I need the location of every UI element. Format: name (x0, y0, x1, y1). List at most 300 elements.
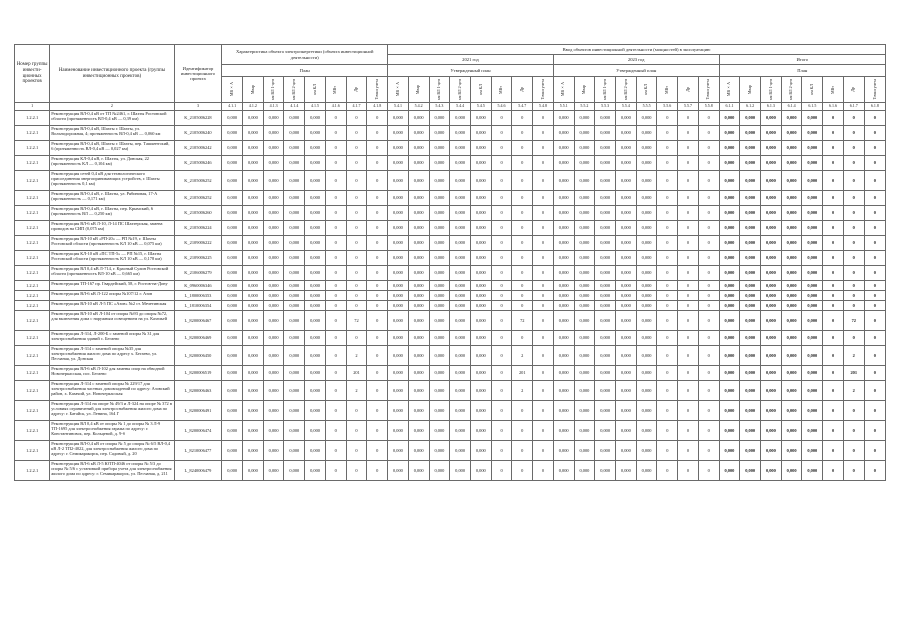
group-number-cell: 1.2.2.1 (15, 111, 50, 126)
value-cell: 0 (512, 461, 533, 481)
project-id-cell: K_2105006242 (174, 141, 222, 156)
value-cell: 0 (843, 281, 864, 291)
value-cell: 0,000 (388, 381, 409, 401)
value-cell: 0 (678, 111, 699, 126)
value-cell: 0,000 (719, 266, 740, 281)
column-number-row (15, 103, 886, 111)
value-cell: 0,000 (802, 141, 823, 156)
value-cell: 0,000 (636, 441, 657, 461)
value-cell: 0,000 (574, 141, 595, 156)
value-cell: 0 (325, 291, 346, 301)
value-cell: 0,000 (408, 311, 429, 331)
value-cell: 0,000 (636, 366, 657, 381)
value-cell: 0,000 (636, 266, 657, 281)
unit-header (574, 77, 595, 103)
value-cell: 0,000 (595, 251, 616, 266)
value-cell: 0,000 (450, 251, 471, 266)
column-number: 5.4.6 (491, 103, 512, 111)
value-cell: 0 (843, 266, 864, 281)
value-cell: 0,000 (222, 331, 243, 346)
value-cell: 0 (698, 156, 719, 171)
value-cell: 0,000 (284, 126, 305, 141)
unit-header (781, 77, 802, 103)
value-cell: 0,000 (595, 171, 616, 191)
column-number: 4.1.7 (346, 103, 367, 111)
value-cell: 0,000 (740, 421, 761, 441)
value-cell: 0,000 (222, 156, 243, 171)
value-cell: 0 (325, 171, 346, 191)
table-row (15, 401, 886, 421)
value-cell: 0,000 (243, 421, 264, 441)
group-number-cell: 1.2.2.1 (15, 236, 50, 251)
value-cell: 0,000 (305, 421, 326, 441)
value-cell: 0,000 (243, 236, 264, 251)
column-number: 5.5.8 (698, 103, 719, 111)
value-cell: 0 (491, 301, 512, 311)
value-cell: 0,000 (616, 401, 637, 421)
value-cell: 0,000 (388, 331, 409, 346)
value-cell: 0 (491, 401, 512, 421)
value-cell: 0 (491, 311, 512, 331)
value-cell: 0,000 (408, 141, 429, 156)
value-cell: 0,000 (305, 141, 326, 156)
value-cell: 0,000 (719, 126, 740, 141)
unit-header (325, 77, 346, 103)
value-cell: 0 (864, 236, 885, 251)
value-cell: 0 (512, 421, 533, 441)
value-cell: 0,000 (284, 301, 305, 311)
value-cell: 0 (533, 126, 554, 141)
value-cell: 0,000 (470, 126, 491, 141)
value-cell: 0 (325, 311, 346, 331)
value-cell: 0 (512, 281, 533, 291)
unit-label: Мвар (581, 84, 587, 95)
project-id-cell: K_2105006240 (174, 126, 222, 141)
unit-header (678, 77, 699, 103)
value-cell: 0,000 (305, 266, 326, 281)
value-cell: 0,000 (802, 461, 823, 481)
value-cell: 0,000 (305, 346, 326, 366)
header-year-2023: 2023 год (553, 55, 719, 65)
value-cell: 0 (367, 141, 388, 156)
column-number: 6.1.2 (740, 103, 761, 111)
value-cell: 0,000 (222, 281, 243, 291)
value-cell: 0,000 (243, 156, 264, 171)
value-cell: 0 (325, 461, 346, 481)
value-cell: 0 (678, 126, 699, 141)
value-cell: 0,000 (781, 366, 802, 381)
value-cell: 0,000 (781, 281, 802, 291)
value-cell: 2 (346, 381, 367, 401)
project-name-cell: Реконструкция Л-314, Л-200-Б с заменой опоры № 31 для электроснабжения зданий с. Бегаево (50, 331, 174, 346)
value-cell: 0 (367, 401, 388, 421)
group-number-cell: 1.2.2.1 (15, 366, 50, 381)
value-cell: 0,000 (305, 331, 326, 346)
value-cell: 0 (698, 301, 719, 311)
value-cell: 0,000 (222, 171, 243, 191)
value-cell: 0,000 (802, 366, 823, 381)
value-cell: 0,000 (408, 461, 429, 481)
value-cell: 0,000 (553, 266, 574, 281)
value-cell: 0,000 (408, 291, 429, 301)
header-approved-plan-2021: Утвержденный план (388, 65, 554, 77)
value-cell: 0 (823, 461, 844, 481)
value-cell: 0 (367, 191, 388, 206)
value-cell: 0,000 (305, 441, 326, 461)
value-cell: 0,000 (761, 141, 782, 156)
unit-label: км КЛ (809, 84, 815, 95)
value-cell: 0,000 (305, 191, 326, 206)
value-cell: 0,000 (284, 156, 305, 171)
value-cell: 0 (325, 236, 346, 251)
value-cell: 0,000 (284, 366, 305, 381)
value-cell: 0,000 (781, 461, 802, 481)
value-cell: 0 (698, 191, 719, 206)
value-cell: 0,000 (719, 171, 740, 191)
value-cell: 0,000 (243, 461, 264, 481)
value-cell: 0,000 (388, 346, 409, 366)
value-cell: 0,000 (450, 221, 471, 236)
value-cell: 0,000 (243, 441, 264, 461)
value-cell: 0 (843, 221, 864, 236)
value-cell: 0 (657, 191, 678, 206)
value-cell: 0,000 (740, 251, 761, 266)
table-row (15, 236, 886, 251)
group-number-cell: 1.2.2.1 (15, 381, 50, 401)
column-number: 5.4.5 (470, 103, 491, 111)
value-cell: 0,000 (802, 111, 823, 126)
project-id-cell: L_8210006477 (174, 441, 222, 461)
value-cell: 0,000 (388, 311, 409, 331)
value-cell: 0 (864, 206, 885, 221)
value-cell: 0,000 (388, 266, 409, 281)
unit-header (346, 77, 367, 103)
value-cell: 0 (367, 331, 388, 346)
value-cell: 0,000 (595, 301, 616, 311)
value-cell: 0,000 (470, 141, 491, 156)
value-cell: 0,000 (284, 206, 305, 221)
table-row (15, 291, 886, 301)
value-cell: 0,000 (429, 401, 450, 421)
project-name-cell: Реконструкция ВЛ-10 кВ «РП-20» — РП №19, г. Шахты Ростовской области (протяженность КЛ 10 кВ — 0,075 км) (50, 236, 174, 251)
value-cell: 0,000 (222, 221, 243, 236)
value-cell: 0 (864, 301, 885, 311)
value-cell: 0,000 (450, 141, 471, 156)
value-cell: 0,000 (408, 366, 429, 381)
value-cell: 0,000 (408, 191, 429, 206)
value-cell: 0 (864, 311, 885, 331)
value-cell: 0,000 (574, 281, 595, 291)
value-cell: 0,000 (263, 421, 284, 441)
value-cell: 201 (346, 366, 367, 381)
unit-label: км ВЛ 2-цеп (291, 78, 297, 101)
project-id-cell: K_2105006260 (174, 206, 222, 221)
project-id-cell: K_2105006224 (174, 221, 222, 236)
value-cell: 0 (823, 366, 844, 381)
value-cell: 0,000 (408, 331, 429, 346)
value-cell: 0,000 (595, 441, 616, 461)
value-cell: 0,000 (616, 111, 637, 126)
value-cell: 0 (533, 266, 554, 281)
table-row (15, 126, 886, 141)
value-cell: 0 (533, 221, 554, 236)
value-cell: 0,000 (761, 156, 782, 171)
value-cell: 0,000 (470, 381, 491, 401)
value-cell: 0,000 (802, 156, 823, 171)
value-cell: 0 (367, 266, 388, 281)
unit-header (761, 77, 782, 103)
value-cell: 0,000 (553, 236, 574, 251)
value-cell: 0,000 (719, 311, 740, 331)
column-number: 5.5.6 (657, 103, 678, 111)
value-cell: 0,000 (616, 251, 637, 266)
value-cell: 0 (491, 171, 512, 191)
value-cell: 0 (346, 236, 367, 251)
value-cell: 0,000 (388, 291, 409, 301)
value-cell: 0,000 (553, 221, 574, 236)
value-cell: 0,000 (761, 111, 782, 126)
value-cell: 0 (533, 461, 554, 481)
value-cell: 0,000 (263, 266, 284, 281)
value-cell: 0,000 (553, 111, 574, 126)
group-number-cell: 1.2.2.1 (15, 266, 50, 281)
value-cell: 0,000 (429, 236, 450, 251)
unit-header (740, 77, 761, 103)
value-cell: 0 (657, 141, 678, 156)
value-cell: 0 (843, 421, 864, 441)
column-number: 5.4.8 (533, 103, 554, 111)
unit-label: МВ×А (726, 82, 732, 97)
value-cell: 0 (843, 236, 864, 251)
value-cell: 0 (823, 141, 844, 156)
value-cell: 0,000 (719, 221, 740, 236)
value-cell: 0 (843, 171, 864, 191)
value-cell: 0,000 (781, 171, 802, 191)
unit-header (657, 77, 678, 103)
unit-label: МВ×А (228, 82, 234, 97)
value-cell: 0,000 (243, 381, 264, 401)
value-cell: 0,000 (450, 281, 471, 291)
value-cell: 0,000 (388, 191, 409, 206)
header-year-2021: 2021 год (388, 55, 554, 65)
value-cell: 0,000 (761, 221, 782, 236)
value-cell: 0,000 (284, 401, 305, 421)
unit-label: МВт (498, 85, 504, 94)
value-cell: 0 (346, 171, 367, 191)
value-cell: 0,000 (243, 221, 264, 236)
value-cell: 0,000 (616, 421, 637, 441)
value-cell: 0,000 (574, 381, 595, 401)
value-cell: 0,000 (574, 366, 595, 381)
value-cell: 0,000 (636, 141, 657, 156)
header-project-id: Идентификатор инвестиционного проекта (174, 45, 222, 103)
unit-label: Мвар (746, 84, 752, 95)
unit-header (864, 77, 885, 103)
value-cell: 0,000 (243, 191, 264, 206)
project-id-cell: L_8200006519 (174, 366, 222, 381)
value-cell: 0 (657, 301, 678, 311)
value-cell: 0 (512, 191, 533, 206)
value-cell: 0,000 (574, 266, 595, 281)
value-cell: 0 (678, 191, 699, 206)
value-cell: 0 (864, 221, 885, 236)
column-number: 6.1.5 (802, 103, 823, 111)
value-cell: 0,000 (305, 401, 326, 421)
unit-header (553, 77, 574, 103)
value-cell: 0,000 (616, 191, 637, 206)
value-cell: 0,000 (284, 281, 305, 291)
value-cell: 0,000 (761, 171, 782, 191)
value-cell: 0,000 (305, 281, 326, 291)
group-number-cell: 1.2.2.1 (15, 281, 50, 291)
value-cell: 0 (491, 281, 512, 291)
value-cell: 0 (512, 206, 533, 221)
value-cell: 0,000 (388, 221, 409, 236)
value-cell: 0,000 (263, 251, 284, 266)
project-name-cell: Реконструкция ВЛ-0,4 кВ от ТП №2461, г. Шахты Ростовской области (протяженность ВЛ-0,4 кВ — 0,39 км) (50, 111, 174, 126)
value-cell: 0,000 (595, 381, 616, 401)
value-cell: 0 (843, 126, 864, 141)
value-cell: 0,000 (740, 366, 761, 381)
value-cell: 0 (325, 401, 346, 421)
value-cell: 0,000 (781, 346, 802, 366)
value-cell: 0,000 (595, 291, 616, 301)
value-cell: 0 (491, 441, 512, 461)
value-cell: 72 (843, 311, 864, 331)
value-cell: 0,000 (429, 346, 450, 366)
value-cell: 0,000 (388, 171, 409, 191)
value-cell: 0 (698, 421, 719, 441)
value-cell: 0 (823, 331, 844, 346)
value-cell: 0 (657, 331, 678, 346)
value-cell: 0,000 (574, 301, 595, 311)
value-cell: 0,000 (802, 381, 823, 401)
value-cell: 0,000 (740, 331, 761, 346)
column-number: 5.4.2 (408, 103, 429, 111)
value-cell: 0,000 (802, 441, 823, 461)
value-cell: 0 (678, 171, 699, 191)
value-cell: 0,000 (450, 266, 471, 281)
value-cell: 0 (346, 301, 367, 311)
value-cell: 0 (678, 311, 699, 331)
value-cell: 0,000 (450, 156, 471, 171)
value-cell: 0,000 (553, 171, 574, 191)
value-cell: 0 (367, 156, 388, 171)
value-cell: 0,000 (263, 346, 284, 366)
value-cell: 0,000 (429, 331, 450, 346)
value-cell: 0,000 (595, 191, 616, 206)
value-cell: 0,000 (263, 331, 284, 346)
value-cell: 0,000 (388, 206, 409, 221)
value-cell: 0,000 (470, 346, 491, 366)
value-cell: 0,000 (408, 301, 429, 311)
value-cell: 0,000 (636, 236, 657, 251)
value-cell: 0 (533, 421, 554, 441)
value-cell: 0,000 (802, 401, 823, 421)
value-cell: 0 (678, 156, 699, 171)
column-number: 1 (15, 103, 50, 111)
value-cell: 0,000 (740, 206, 761, 221)
value-cell: 0,000 (719, 401, 740, 421)
value-cell: 0,000 (222, 381, 243, 401)
value-cell: 0 (823, 291, 844, 301)
value-cell: 0 (823, 311, 844, 331)
value-cell: 0,000 (388, 301, 409, 311)
value-cell: 0,000 (429, 191, 450, 206)
value-cell: 0,000 (761, 266, 782, 281)
unit-header (408, 77, 429, 103)
value-cell: 0,000 (305, 366, 326, 381)
table-row (15, 346, 886, 366)
value-cell: 0,000 (553, 311, 574, 331)
value-cell: 0,000 (802, 281, 823, 291)
unit-header (388, 77, 409, 103)
value-cell: 0 (512, 236, 533, 251)
value-cell: 0,000 (719, 111, 740, 126)
value-cell: 0,000 (574, 311, 595, 331)
value-cell: 0,000 (636, 461, 657, 481)
value-cell: 0,000 (243, 206, 264, 221)
value-cell: 0,000 (222, 236, 243, 251)
group-number-cell: 1.2.2.1 (15, 421, 50, 441)
value-cell: 0,000 (595, 401, 616, 421)
value-cell: 0,000 (429, 421, 450, 441)
project-name-cell: Реконструкция Л-314 на опоре № 49/3 и Л-324 на опоре № 372 в условиях ограничений для электроснабжения жилого дома по адресу: г. Батайск, ул. Ленина, 164 Г (50, 401, 174, 421)
project-id-cell: K_2105006252 (174, 191, 222, 206)
value-cell: 0,000 (553, 291, 574, 301)
value-cell: 0,000 (470, 266, 491, 281)
value-cell: 0,000 (222, 111, 243, 126)
value-cell: 0,000 (740, 266, 761, 281)
value-cell: 0 (843, 441, 864, 461)
value-cell: 0,000 (243, 266, 264, 281)
value-cell: 0 (823, 156, 844, 171)
project-name-cell: Реконструкция ТП-167 пр. Гвардейский, 58, г. Ростов-на-Дону (50, 281, 174, 291)
value-cell: 0 (698, 331, 719, 346)
value-cell: 0 (533, 236, 554, 251)
unit-label: км ВЛ 1-цеп (767, 78, 773, 101)
value-cell: 0,000 (243, 346, 264, 366)
value-cell: 0 (698, 266, 719, 281)
value-cell: 0 (678, 221, 699, 236)
value-cell: 0,000 (222, 126, 243, 141)
value-cell: 0,000 (781, 111, 802, 126)
value-cell: 0 (823, 281, 844, 291)
value-cell: 0 (346, 266, 367, 281)
header-approved-plan-2023: Утвержденный план (553, 65, 719, 77)
value-cell: 0,000 (284, 441, 305, 461)
unit-header (595, 77, 616, 103)
value-cell: 0 (678, 461, 699, 481)
value-cell: 0,000 (284, 171, 305, 191)
project-name-cell: Реконструкция ВЛ-0,4 кВ от опоры № 5 до опоры № 6/5 ВЛ-0,4 кВ Л-2 ТП2-4022, для электроснабжения жилого дома по адресу: г. Семикаракорск, пер. Садовый, д. 20 (50, 441, 174, 461)
value-cell: 0,000 (574, 126, 595, 141)
value-cell: 0,000 (305, 126, 326, 141)
group-number-cell: 1.2.2.1 (15, 461, 50, 481)
value-cell: 0 (698, 141, 719, 156)
value-cell: 0,000 (470, 301, 491, 311)
table-row (15, 141, 886, 156)
value-cell: 0 (325, 251, 346, 266)
value-cell: 0,000 (243, 291, 264, 301)
value-cell: 0 (843, 156, 864, 171)
project-id-cell: L_8200006474 (174, 421, 222, 441)
value-cell: 0 (864, 366, 885, 381)
value-cell: 0,000 (263, 281, 284, 291)
unit-header (470, 77, 491, 103)
value-cell: 0,000 (222, 441, 243, 461)
value-cell: 0,000 (740, 346, 761, 366)
